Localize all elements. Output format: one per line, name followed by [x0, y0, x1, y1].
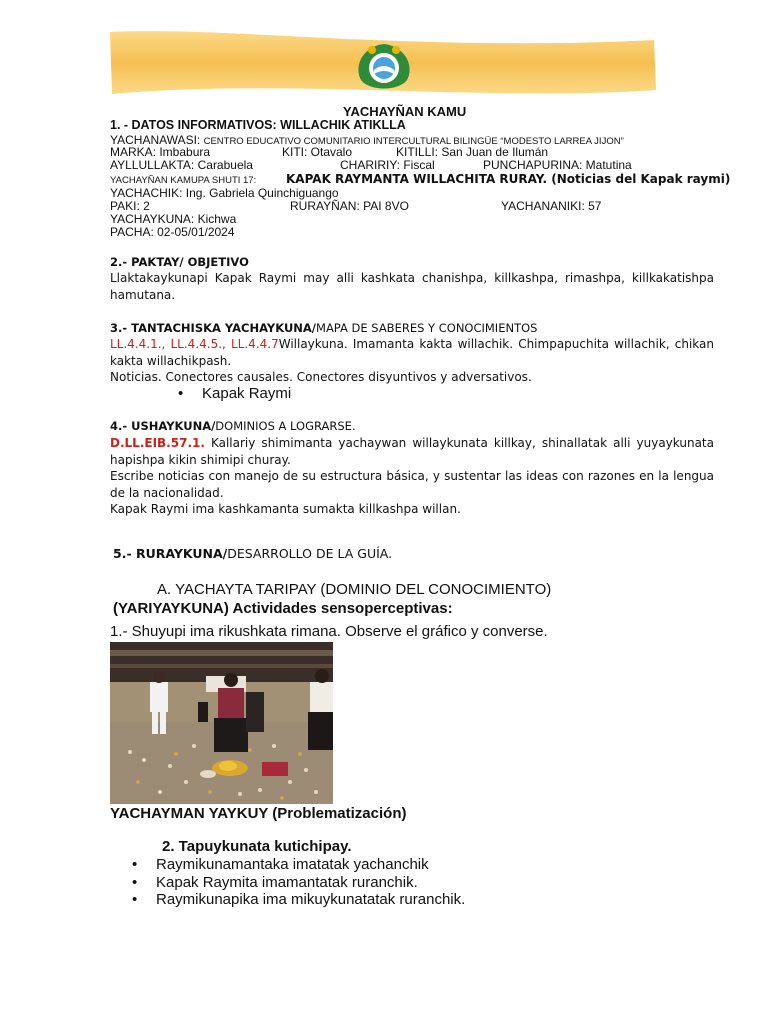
yachanawasi-value: CENTRO EDUCATIVO COMUNITARIO INTERCULTURAL BILINGÜE “MODESTO LARREA JIJON”	[203, 136, 624, 147]
list-item: • Kapak Raymi	[178, 385, 292, 402]
problematization-heading: YACHAYMAN YAYKUY (Problematización)	[110, 805, 407, 822]
skill-codes: LL.4.4.1., LL.4.4.5., LL.4.4.7	[110, 337, 279, 351]
step-2-heading: 2. Tapuykunata kutichipay.	[162, 838, 352, 855]
bullet-icon: •	[132, 856, 138, 873]
section-4-text-2: Escribe noticias con manejo de su estructura básica, y sustentar las ideas con razones en la lengua de la nacionalidad.	[110, 469, 714, 500]
shuti-value: KAPAK RAYMANTA WILLACHITA RURAY. (Noticias del Kapak raymi)	[286, 172, 731, 186]
shuti-label: YACHAYÑAN KAMUPA SHUTI 17:	[110, 175, 257, 186]
section-3-heading	[110, 321, 537, 335]
section-4-text-3: Kapak Raymi ima kashkamanta sumakta killkashpa willan.	[110, 502, 461, 516]
ayllullakta-field: AYLLULLAKTA: Carabuela	[110, 158, 253, 172]
list-item: • Raymikunapika ima mikuykunatatak ruranchik.	[132, 891, 466, 908]
yachachik-field: YACHACHIK: Ing. Gabriela Quinchiguango	[110, 186, 339, 200]
section-4-heading	[110, 419, 356, 433]
document-title: YACHAYÑAN KAMU	[343, 104, 467, 119]
section-5-heading	[113, 545, 392, 563]
list-item: • Kapak Raymita imamantatak ruranchik.	[132, 874, 418, 891]
yariyaykuna-heading: (YARIYAYKUNA) Actividades sensoperceptivas:	[113, 600, 453, 617]
kiti-field: KITI: Otavalo	[282, 145, 353, 159]
section-3-paragraph	[110, 336, 714, 369]
pacha-field: PACHA: 02-05/01/2024	[110, 225, 235, 239]
yachaykuna-field: YACHAYKUNA: Kichwa	[110, 212, 237, 226]
domain-code: D.LL.EIB.57.1.	[110, 436, 205, 450]
section-3-heading-rest: MAPA DE SABERES Y CONOCIMIENTOS	[316, 321, 538, 335]
kitilli-field: KITILLI: San Juan de Ilumán	[396, 145, 549, 159]
sub-heading-a: A. YACHAYTA TARIPAY (DOMINIO DEL CONOCIMIENTO)	[157, 581, 552, 598]
bullet-icon: •	[132, 891, 138, 908]
list-item: • Raymikunamantaka imatatak yachanchik	[132, 856, 429, 873]
paki-field: PAKI: 2	[110, 199, 150, 213]
marka-field: MARKA: Imbabura	[110, 145, 211, 159]
rurayñan-field: RURAYÑAN: PAI 8VO	[290, 199, 409, 213]
section-5-heading-rest: DESARROLLO DE LA GUÍA.	[227, 546, 393, 561]
step-1-text: 1.- Shuyupi ima rikushkata rimana. Observe el gráfico y converse.	[110, 623, 548, 640]
section-1-heading: 1. - DATOS INFORMATIVOS: WILLACHIK ATIKLLA	[110, 118, 406, 132]
section-4-heading-bold: 4.- USHAYKUNA/	[110, 419, 216, 433]
section-4-text: Kallariy shimimanta yachaywan willaykunata killkay, shinallatak alli yuyaykunata hapishpa kikin shimipi churay.	[110, 436, 714, 467]
yachanawasi-label: YACHANAWASI:	[110, 133, 201, 147]
chaririy-field: CHARIRIY: Fiscal	[340, 158, 435, 172]
section-2-heading: 2.- PAKTAY/ OBJETIVO	[110, 255, 249, 269]
punchapurina-field: PUNCHAPURINA: Matutina	[483, 158, 632, 172]
section-3-text-2: Noticias. Conectores causales. Conectores disyuntivos y adversativos.	[110, 370, 532, 384]
section-3-heading-bold: 3.- TANTACHISKA YACHAYKUNA/	[110, 321, 317, 335]
section-4-paragraph	[110, 435, 714, 468]
bullet-icon: •	[178, 385, 184, 402]
section-4-heading-rest: DOMINIOS A LOGRARSE.	[215, 419, 356, 433]
yachananiki-field: YACHANANIKI: 57	[501, 199, 602, 213]
kapak-raymi-photo	[110, 642, 333, 804]
bullet-icon: •	[132, 874, 138, 891]
section-3-text: Willaykuna. Imamanta kakta willachik. Chimpapuchita willachik, chikan kakta willachikpash.	[110, 337, 714, 368]
header-banner	[108, 24, 656, 104]
objective-text: Llaktakaykunapi Kapak Raymi may alli kashkata chanishpa, killkashpa, rimashpa, killkakatishpa hamutana.	[110, 271, 714, 302]
section-5-heading-bold: 5.- RURAYKUNA/	[113, 546, 228, 561]
